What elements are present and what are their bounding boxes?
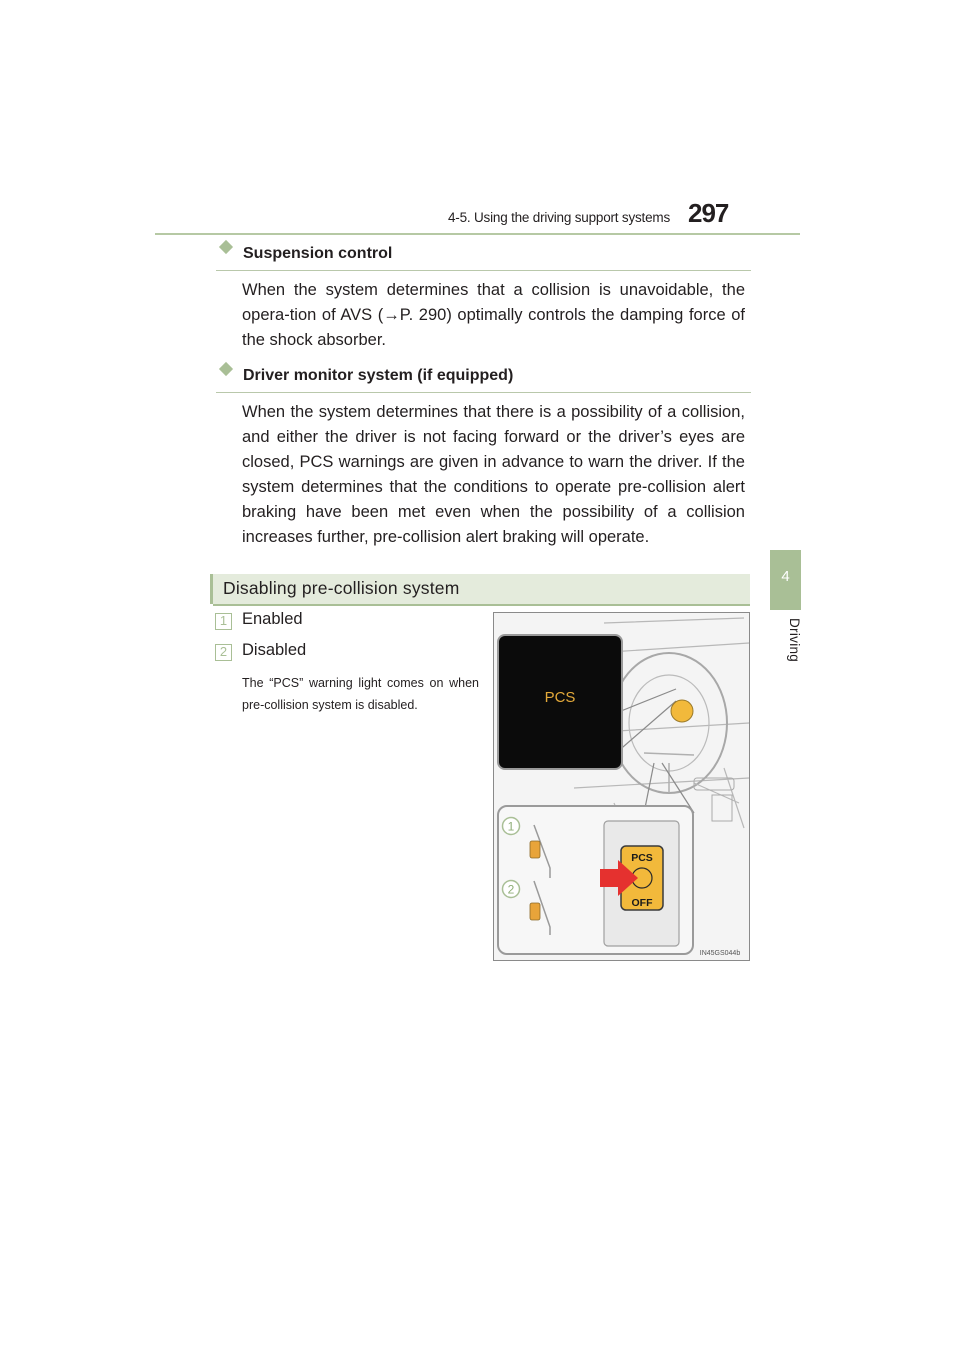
paragraph-driver-monitor: When the system determines that there is a possibility of a collision, and either the driver is not facing forward or the driver’s eyes are closed, PCS warnings are given in advance to warn the driver. If the system determines that the conditions to operate pre-collision alert braking have been met even when the possibility of a collision increases further, pre-collision alert braking will operate. xyxy=(242,403,745,546)
subsection-title: Driver monitor system (if equipped) xyxy=(243,367,514,384)
section-heading-bar xyxy=(210,574,750,604)
note-text: The “PCS” warning light comes on when pre-collision system is disabled. xyxy=(242,676,479,712)
switch-position-1-icon xyxy=(530,841,540,858)
chapter-label: Driving xyxy=(787,618,802,663)
diamond-bullet-icon xyxy=(219,240,233,254)
item-label-disabled: Disabled xyxy=(242,641,307,659)
header-section-title: 4-5. Using the driving support systems xyxy=(448,210,670,225)
subsection-heading-suspension xyxy=(216,240,751,271)
page-number: 297 xyxy=(688,198,729,228)
switch-top-label: PCS xyxy=(631,852,653,864)
chapter-tab xyxy=(770,550,801,610)
item-number-2-icon: 2 xyxy=(215,644,232,661)
subsection-title: Suspension control xyxy=(243,245,393,262)
switch-position-2-icon xyxy=(530,903,540,920)
item-label-enabled: Enabled xyxy=(242,610,303,628)
paragraph-suspension: When the system determines that a collision is unavoidable, the opera-tion of AVS (→P. 290) optimally controls the damping force of the shock absorber. xyxy=(242,281,745,349)
diamond-bullet-icon xyxy=(219,362,233,376)
chapter-number: 4 xyxy=(781,568,790,585)
section-title: Disabling pre-collision system xyxy=(223,578,460,598)
callout-2-label: 2 xyxy=(507,882,515,897)
steering-button-highlight-icon xyxy=(671,700,693,722)
callout-1-label: 1 xyxy=(507,819,515,834)
switch-bottom-label: OFF xyxy=(631,897,653,909)
item-number-1-icon: 1 xyxy=(215,613,232,630)
pcs-switch-figure xyxy=(493,612,750,961)
warning-light-text: PCS xyxy=(544,689,576,706)
subsection-heading-driver-monitor xyxy=(216,362,751,393)
figure-code: IN45GS044b xyxy=(699,950,741,957)
header-rule xyxy=(155,233,800,235)
